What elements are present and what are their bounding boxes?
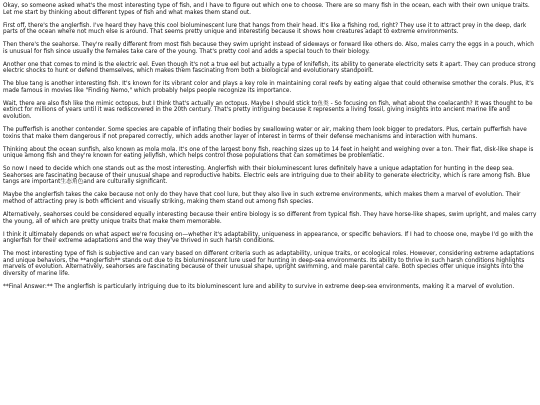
paragraph-6: Wait, there are also fish like the mimic octopus, but I think that's actually an octopus. Maybe I should stick to鱼类 - So focusing on fish, what about the coelacanth? It was thought to be extinct for millions of years until it was rediscovered in the 20th century. That's pretty intriguing because it represents a living fossil, giving insights into ancient marine life and evolution. — [3, 100, 533, 121]
paragraph-12: I think it ultimately depends on what aspect we're focusing on—whether it's adaptability, uniqueness in appearance, or specific behaviors. If I had to choose one, maybe I'd go with the anglerfish for their extreme adaptations and the way they've thrived in such harsh conditions. — [3, 231, 534, 245]
paragraph-3: Then there's the seahorse. They're really different from most fish because they swim upright instead of sideways or forward like others do. Also, males carry the eggs in a pouch, which is unusual for fish since usually the females take care of the young. That's pretty cool and adds a special touch to their biology. — [3, 42, 534, 55]
paragraph-9: So now I need to decide which one stands out as the most interesting. Anglerfish with their bioluminescent lures definitely have a unique adaptation for hunting in the deep sea. Seahorses are fascinating because of their unusual shape and reproductive habits. Electric eels are intriguing due to their ability to generate electricity, which is rare among fish. Blue tangs are important生态角色and are culturally significant. — [3, 166, 531, 186]
paragraph-10: Maybe the anglerfish takes the cake because not only do they have that cool lure, but they also live in such extreme environments, which makes them a marvel of evolution. Their method of attracting prey is both efficient and visually striking, making them stand out among fish species. — [3, 192, 521, 205]
paragraph-8: Thinking about the ocean sunfish, also known as mola mola. It's one of the largest bony fish, reaching sizes up to 14 feet in height and weighing over a ton. Their flat, disk-like shape is unique among fish and they're known for eating jellyfish, which helps control those populations that can sometimes be problematic. — [3, 146, 534, 160]
paragraph-1: Okay, so someone asked what's the most interesting type of fish, and I have to figure out which one to choose. There are so many fish in the ocean, each with their own unique traits. Let me start by thinking about different types of fish and what makes them stand out. — [3, 3, 530, 16]
paragraph-14: **Final Answer:** The anglerfish is particularly intriguing due to its bioluminescent lure and ability to survive in extreme deep-sea environments, making it a marvel of evolution. — [3, 283, 515, 290]
paragraph-7: The pufferfish is another contender. Some species are capable of inflating their bodies by swallowing water or air, making them look bigger to predators. Plus, certain pufferfish have toxins that make them dangerous if not prepared correctly, which adds another layer of interest in terms of their defense mechanisms and interaction with humans. — [3, 127, 527, 140]
document-body — [3, 3, 538, 297]
paragraph-13: The most interesting type of fish is subjective and can vary based on different criteria such as adaptability, unique traits, or ecological roles. However, considering extreme adaptations and unique behaviors, the **anglerfish** stands out due to its bioluminescent lure used for hunting in deep-sea environments. Its ability to thrive in such harsh conditions highlights marvels of evolution. Alternatively, seahorses are fascinating because of their unusual shape, upright swimming, and male parental care. Both species offer unique insights into the diversity of marine life. — [3, 251, 535, 277]
paragraph-2: First off, there's the anglerfish. I've heard they have this cool bioluminescent lure that hangs from their head. It's like a fishing rod, right? They use it to attract prey in the deep, dark parts of the ocean where not much else is around. That seems pretty unique and interesting because it shows how creatures adapt to extreme environments. — [3, 22, 527, 36]
paragraph-4: Another one that comes to mind is the electric eel. Even though it's not a true eel but actually a type of knifefish, its ability to generate electricity sets it apart. They can produce strong electric shocks to hunt or defend themselves, which makes them fascinating from both a biological and evolutionary standpoint. — [3, 61, 536, 75]
paragraph-5: The blue tang is another interesting fish. It's known for its vibrant color and plays a key role in maintaining coral reefs by eating algae that could otherwise smother the corals. Plus, it's made famous in movies like "Finding Nemo," which probably helps people recognize its importance. — [3, 81, 534, 94]
paragraph-11: Alternatively, seahorses could be considered equally interesting because their entire biology is so different from typical fish. They have horse-like shapes, swim upright, and males carry the young, all of which are pretty unique traits that make them memorable. — [3, 211, 537, 225]
